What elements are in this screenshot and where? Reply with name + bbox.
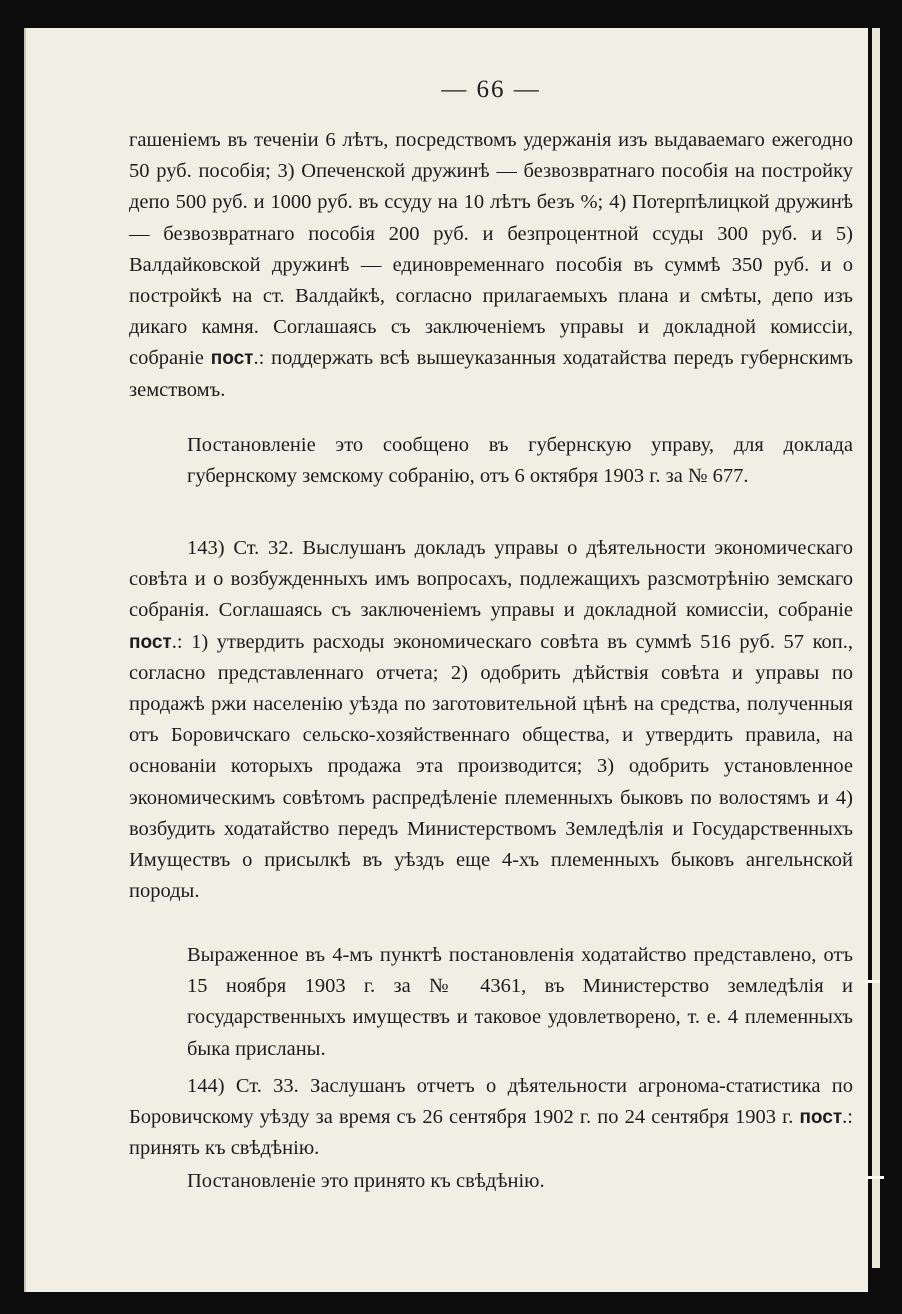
note-144 xyxy=(129,1166,853,1197)
text-fragment: .: 1) утвердить расходы экономическаго совѣта въ суммѣ 516 руб. 57 коп., согласно представленнаго отчета; 2) одобрить дѣйствія совѣта и управы по продажѣ ржи населенію уѣзда по заготовительной цѣнѣ на средства, полученныя отъ Боровичскаго сельско-хозяйственнаго общества, и утвердить правила, на основаніи которыхъ продажа эта производится; 3) одобрить установленное экономическимъ совѣтомъ распредѣленіе племенныхъ быковъ по волостямъ и 4) возбудить ходатайство передъ Министерствомъ Земледѣлія и Государственныхъ Имуществъ о присылкѣ въ уѣздъ еще 4-хъ племенныхъ быковъ ангельнской породы. xyxy=(129,630,853,903)
text-fragment: Постановленіе это сообщено въ губернскую управу, для доклада губернскому земскому собранію, отъ 6 октября 1903 г. за № 677. xyxy=(187,434,853,488)
text-fragment: 144) Ст. 33. Заслушанъ отчетъ о дѣятельности агронома-статистика по Боровичскому уѣзду за время съ 26 сентября 1902 г. по 24 сентября 1903 г. xyxy=(129,1075,853,1129)
text-fragment: Выраженное въ 4-мъ пунктѣ постановленія ходатайство представлено, отъ 15 ноября 1903 г. за № 4361, въ Министерство земледѣлія и государственныхъ имуществъ и таковое удовлетворено, т. е. 4 племенныхъ быка присланы. xyxy=(187,944,853,1060)
margin-mark xyxy=(866,1176,884,1179)
post-abbreviation: пост xyxy=(799,1107,843,1129)
paragraph-144 xyxy=(129,1071,853,1165)
text-fragment: гашеніемъ въ теченіи 6 лѣтъ, посредствомъ удержанія изъ выдаваемаго ежегодно 50 руб. пособія; 3) Опеченской дружинѣ — безвозвратнаго пособія на постройку депо 500 руб. и 1000 руб. въ ссуду на 10 лѣтъ безъ %; 4) Потерпѣлицкой дружинѣ — безвозвратнаго пособія 200 руб. и безпроцентной ссуды 300 руб. и 5) Валдайковской дружинѣ — единовременнаго пособія въ суммѣ 350 руб. и о постройкѣ на ст. Валдайкѣ, согласно прилагаемыхъ плана и смѣты, депо изъ дикаго камня. Соглашаясь съ заключеніемъ управы и докладной комиссіи, собраніе xyxy=(129,129,853,370)
margin-mark xyxy=(866,980,880,983)
post-abbreviation: пост xyxy=(210,348,254,370)
text-fragment: 143) Ст. 32. Выслушанъ докладъ управы о дѣятельности экономическаго совѣта и о возбужденныхъ имъ вопросахъ, подлежащихъ разсмотрѣнію земскаго собранія. Соглашаясь съ заключеніемъ управы и докладной комиссіи, собраніе xyxy=(129,537,853,622)
text-fragment: .: поддержать всѣ вышеуказанныя ходатайства передъ губернскимъ земствомъ. xyxy=(129,347,853,401)
text-fragment: Постановленіе это принято къ свѣдѣнію. xyxy=(187,1170,545,1192)
note-142 xyxy=(187,430,853,492)
paragraph-143 xyxy=(129,533,853,907)
book-page xyxy=(24,28,868,1292)
page-number: — 66 — xyxy=(441,76,541,103)
text-fragment: .: принять къ свѣдѣнію. xyxy=(129,1106,853,1160)
adjacent-page-edge xyxy=(872,28,880,1268)
paragraph-142-continuation xyxy=(129,125,853,406)
post-abbreviation: пост xyxy=(129,631,172,653)
note-143 xyxy=(187,940,853,1065)
